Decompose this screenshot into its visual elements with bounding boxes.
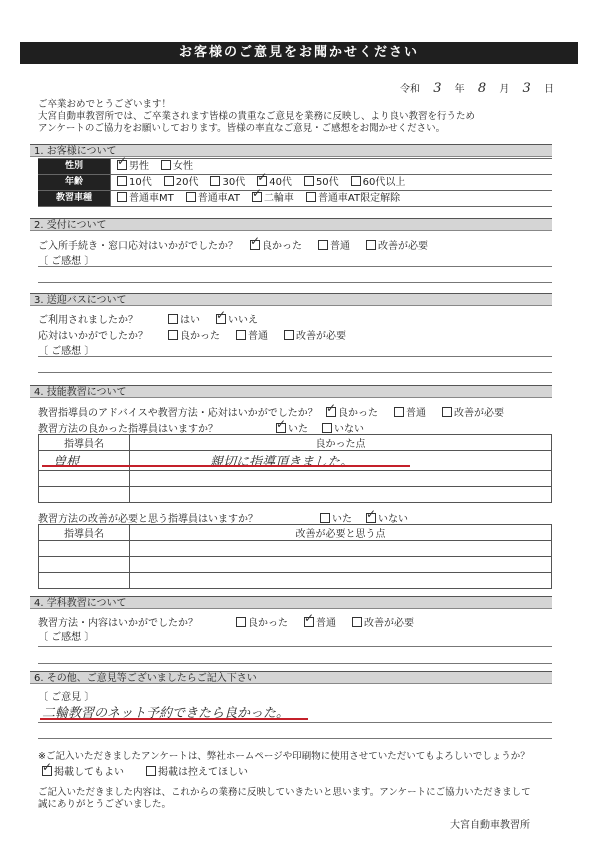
checkbox-label: いない — [334, 424, 364, 435]
good-point-cell — [130, 451, 552, 471]
section-6-header: 6. その他、ご意見等ございましたらご記入下さい — [30, 671, 552, 684]
empty-cell — [39, 471, 130, 487]
check-mark-icon: ✓ — [117, 154, 128, 168]
consent-text: ※ご記入いただきましたアンケートは、弊社ホームページや印刷物に使用させていただいてもよろしいでしょうか？ — [38, 751, 530, 762]
checkbox-option[interactable] — [320, 510, 352, 525]
checkbox[interactable] — [236, 330, 246, 340]
checkbox-option[interactable] — [42, 760, 124, 778]
check-mark-icon: ✓ — [326, 401, 337, 415]
checkbox[interactable] — [251, 186, 262, 202]
s4-q1-row — [38, 401, 552, 419]
consent-options — [42, 760, 270, 778]
checkbox-option[interactable] — [318, 237, 350, 252]
checkbox[interactable] — [351, 176, 361, 186]
checkbox-option[interactable] — [394, 404, 426, 419]
checkbox-option[interactable] — [351, 175, 406, 190]
checkbox-label: 普通 — [248, 331, 268, 342]
checkbox-label: 掲載してもよい — [54, 767, 124, 778]
s4-question-3: 教習方法の改善が必要と思う指導員はいますか？ — [38, 514, 258, 525]
form-title: お客様のご意見をお聞かせください — [20, 42, 578, 64]
checkbox-label: いいえ — [228, 315, 258, 326]
section-3-header: 3. 送迎バスについて — [30, 293, 552, 306]
checkbox-label: いた — [288, 424, 308, 435]
empty-cell — [39, 573, 130, 589]
divider — [38, 282, 552, 283]
checkbox-label: いない — [378, 514, 408, 525]
checkbox-label: 良かった — [248, 618, 288, 629]
intro-line: アンケートのご協力をお願いしております。皆様の率直なご意見・ご感想をお聞かせください。 — [38, 123, 446, 134]
check-mark-icon: ✓ — [366, 507, 377, 521]
checkbox[interactable] — [257, 170, 268, 186]
checkbox-option[interactable] — [304, 175, 339, 190]
s5-question-row — [38, 611, 552, 629]
checkbox[interactable] — [117, 192, 127, 202]
section-4-header: 4. 技能教習について — [30, 385, 552, 398]
checkbox[interactable] — [318, 240, 328, 250]
checkbox-label: 改善が必要 — [296, 331, 346, 342]
checkbox-label: 60代以上 — [362, 177, 406, 188]
check-mark-icon: ✓ — [276, 417, 287, 431]
checkbox-option[interactable] — [146, 763, 248, 778]
improve-instructor-table — [38, 524, 552, 589]
checkbox-option[interactable] — [442, 404, 504, 419]
checkbox[interactable] — [366, 240, 376, 250]
checkbox[interactable] — [284, 330, 294, 340]
date-day: 3 — [522, 81, 531, 96]
checkbox-option[interactable] — [210, 175, 245, 190]
empty-cell — [130, 487, 552, 503]
checkbox-label: 女性 — [173, 161, 193, 172]
checkbox-label: 改善が必要 — [378, 241, 428, 252]
checkbox-label: 改善が必要 — [364, 618, 414, 629]
checkbox-option[interactable] — [250, 234, 302, 252]
col-instructor-name: 指導員名 — [39, 435, 130, 451]
signature: 大宮自動車教習所 — [450, 820, 530, 831]
customer-info-row — [38, 186, 552, 207]
checkbox-label: 普通 — [330, 241, 350, 252]
s4-question-1: 教習指導員のアドバイスや教習方法・応対はいかがでしたか？ — [38, 408, 318, 419]
col-instructor-name: 指導員名 — [39, 525, 130, 541]
s2-comment-label: 〔 ご感想 〕 — [38, 256, 95, 267]
checkbox-option[interactable] — [117, 191, 174, 206]
s5-question: 教習方法・内容はいかがでしたか？ — [38, 618, 198, 629]
checkbox-label: 良かった — [180, 331, 220, 342]
checkbox-option[interactable] — [117, 175, 152, 190]
s3-comment-label: 〔 ご感想 〕 — [38, 346, 95, 357]
customer-info-options — [110, 186, 412, 206]
checkbox-option[interactable] — [276, 417, 308, 435]
customer-info-options — [110, 154, 205, 174]
empty-cell — [130, 557, 552, 573]
checkbox[interactable] — [117, 154, 128, 170]
check-mark-icon: ✓ — [251, 186, 262, 200]
customer-info-row — [38, 154, 552, 175]
checkbox-option[interactable] — [306, 191, 400, 206]
check-mark-icon: ✓ — [216, 308, 227, 322]
date-month-unit: 月 — [499, 84, 510, 95]
checkbox-option[interactable] — [168, 327, 220, 342]
checkbox[interactable] — [320, 513, 330, 523]
empty-cell — [130, 471, 552, 487]
checkbox-label: 普通車AT — [197, 193, 240, 204]
checkbox-label: 掲載は控えてほしい — [158, 767, 248, 778]
checkbox-label: 男性 — [129, 161, 149, 172]
checkbox[interactable] — [186, 192, 196, 202]
s3-question-2: 応対はいかがでしたか？ — [38, 331, 148, 342]
empty-cell — [39, 541, 130, 557]
customer-info-label: 教習車種 — [38, 191, 110, 206]
empty-cell — [39, 487, 130, 503]
date-year: 3 — [433, 81, 442, 96]
intro-line: 大宮自動車教習所では、ご卒業されます皆様の貴重なご意見を業務に反映し、より良い教習を行うため — [38, 111, 476, 122]
s6-comment-label: 〔 ご意見 〕 — [38, 692, 95, 703]
checkbox-option[interactable] — [284, 327, 346, 342]
checkbox[interactable] — [146, 766, 156, 776]
customer-info-options — [110, 170, 417, 190]
customer-info-table — [38, 154, 552, 207]
s3-q1-row — [38, 308, 552, 326]
checkbox[interactable] — [216, 308, 227, 324]
checkbox[interactable] — [236, 617, 246, 627]
checkbox[interactable] — [352, 617, 362, 627]
good-instructor-table — [38, 434, 552, 503]
section-2-header: 2. 受付について — [30, 218, 552, 231]
divider — [38, 372, 552, 373]
empty-cell — [130, 541, 552, 557]
checkbox-label: 改善が必要 — [454, 408, 504, 419]
col-good-point: 良かった点 — [130, 435, 552, 451]
checkbox[interactable] — [326, 401, 337, 417]
s2-question-row — [38, 234, 552, 252]
checkbox-option[interactable] — [366, 507, 408, 525]
intro — [38, 99, 475, 135]
checkbox-option[interactable] — [168, 311, 200, 326]
checkbox-label: 良かった — [338, 408, 378, 419]
checkbox[interactable] — [210, 176, 220, 186]
check-mark-icon: ✓ — [257, 170, 268, 184]
instructor-name-cell — [39, 451, 130, 471]
date-year-unit: 年 — [454, 84, 465, 95]
s3-q2-row — [38, 327, 552, 342]
customer-info-label: 性別 — [38, 159, 110, 174]
checkbox-option[interactable] — [352, 614, 414, 629]
checkbox[interactable] — [304, 176, 314, 186]
checkbox-option[interactable] — [164, 175, 199, 190]
col-improve-point: 改善が必要と思う点 — [130, 525, 552, 541]
customer-info-label: 年齢 — [38, 175, 110, 190]
checkbox-option[interactable] — [326, 401, 378, 419]
good-point-text: 親切に指導頂きました。 — [210, 455, 354, 470]
checkbox-option[interactable] — [251, 186, 294, 206]
empty-cell — [39, 557, 130, 573]
checkbox-option[interactable] — [366, 237, 428, 252]
date-era: 令和 — [400, 84, 420, 95]
checkbox-option[interactable] — [117, 154, 149, 174]
checkbox-option[interactable] — [216, 308, 258, 326]
checkbox[interactable] — [306, 192, 316, 202]
checkbox-option[interactable] — [257, 170, 292, 190]
red-underline — [40, 718, 308, 720]
check-mark-icon: ✓ — [250, 234, 261, 248]
s4-q3-row — [38, 507, 552, 525]
opinion-answer: 二輪教習のネット予約できたら良かった。 — [42, 706, 290, 721]
section-1-header: 1. お客様について — [30, 144, 552, 157]
checkbox-label: 普通 — [316, 618, 336, 629]
s4-question-2: 教習方法の良かった指導員はいますか？ — [38, 424, 218, 435]
checkbox-label: 良かった — [262, 241, 302, 252]
closing-line: 誠にありがとうございました。 — [38, 799, 172, 810]
checkbox-option[interactable] — [236, 614, 288, 629]
divider — [38, 738, 552, 739]
customer-info-row — [38, 170, 552, 191]
instructor-name: 曽根 — [53, 455, 80, 470]
check-mark-icon: ✓ — [304, 611, 315, 625]
checkbox-label: 50代 — [315, 177, 339, 188]
checkbox-label: 普通車MT — [129, 193, 174, 204]
intro-line: ご卒業おめでとうございます！ — [38, 99, 172, 110]
checkbox-label: 普通車AT限定解除 — [317, 193, 401, 204]
checkbox-label: 40代 — [269, 177, 292, 188]
checkbox[interactable] — [161, 160, 171, 170]
checkbox-option[interactable] — [236, 327, 268, 342]
checkbox-label: 20代 — [175, 177, 199, 188]
empty-cell — [130, 573, 552, 589]
checkbox-label: 10代 — [129, 177, 152, 188]
divider — [38, 356, 552, 357]
s4-q2-row — [38, 417, 552, 435]
checkbox-option[interactable] — [304, 611, 336, 629]
s5-comment-label: 〔 ご感想 〕 — [38, 632, 95, 643]
checkbox-option[interactable] — [161, 159, 193, 174]
section-5-header: 4. 学科教習について — [30, 596, 552, 609]
checkbox[interactable] — [276, 417, 287, 433]
date-line — [400, 80, 554, 96]
checkbox[interactable] — [168, 314, 178, 324]
checkbox-label: はい — [180, 315, 200, 326]
closing-line: ご記入いただきました内容は、これからの業務に反映していきたいと思います。アンケートにご協力いただきまして — [38, 787, 531, 798]
closing — [38, 787, 531, 811]
checkbox[interactable] — [164, 176, 174, 186]
checkbox-label: 30代 — [222, 177, 246, 188]
date-day-unit: 日 — [543, 84, 554, 95]
checkbox[interactable] — [117, 176, 127, 186]
checkbox[interactable] — [250, 234, 261, 250]
checkbox-option[interactable] — [186, 191, 240, 206]
checkbox-label: 二輪車 — [263, 193, 294, 204]
checkbox[interactable] — [394, 407, 404, 417]
s2-question: ご入所手続き・窓口応対はいかがでしたか？ — [38, 241, 238, 252]
checkbox[interactable] — [366, 507, 377, 523]
check-mark-icon: ✓ — [42, 760, 53, 774]
divider — [38, 266, 552, 267]
checkbox[interactable] — [42, 760, 53, 776]
divider — [38, 646, 552, 647]
divider — [38, 663, 552, 664]
checkbox-label: いた — [332, 514, 352, 525]
checkbox[interactable] — [322, 423, 332, 433]
red-underline — [42, 465, 410, 467]
s3-question-1: ご利用されましたか？ — [38, 315, 138, 326]
checkbox[interactable] — [442, 407, 452, 417]
checkbox-option[interactable] — [322, 420, 364, 435]
checkbox[interactable] — [304, 611, 315, 627]
checkbox[interactable] — [168, 330, 178, 340]
checkbox-label: 普通 — [406, 408, 426, 419]
divider — [38, 722, 552, 723]
date-month: 8 — [477, 81, 487, 96]
